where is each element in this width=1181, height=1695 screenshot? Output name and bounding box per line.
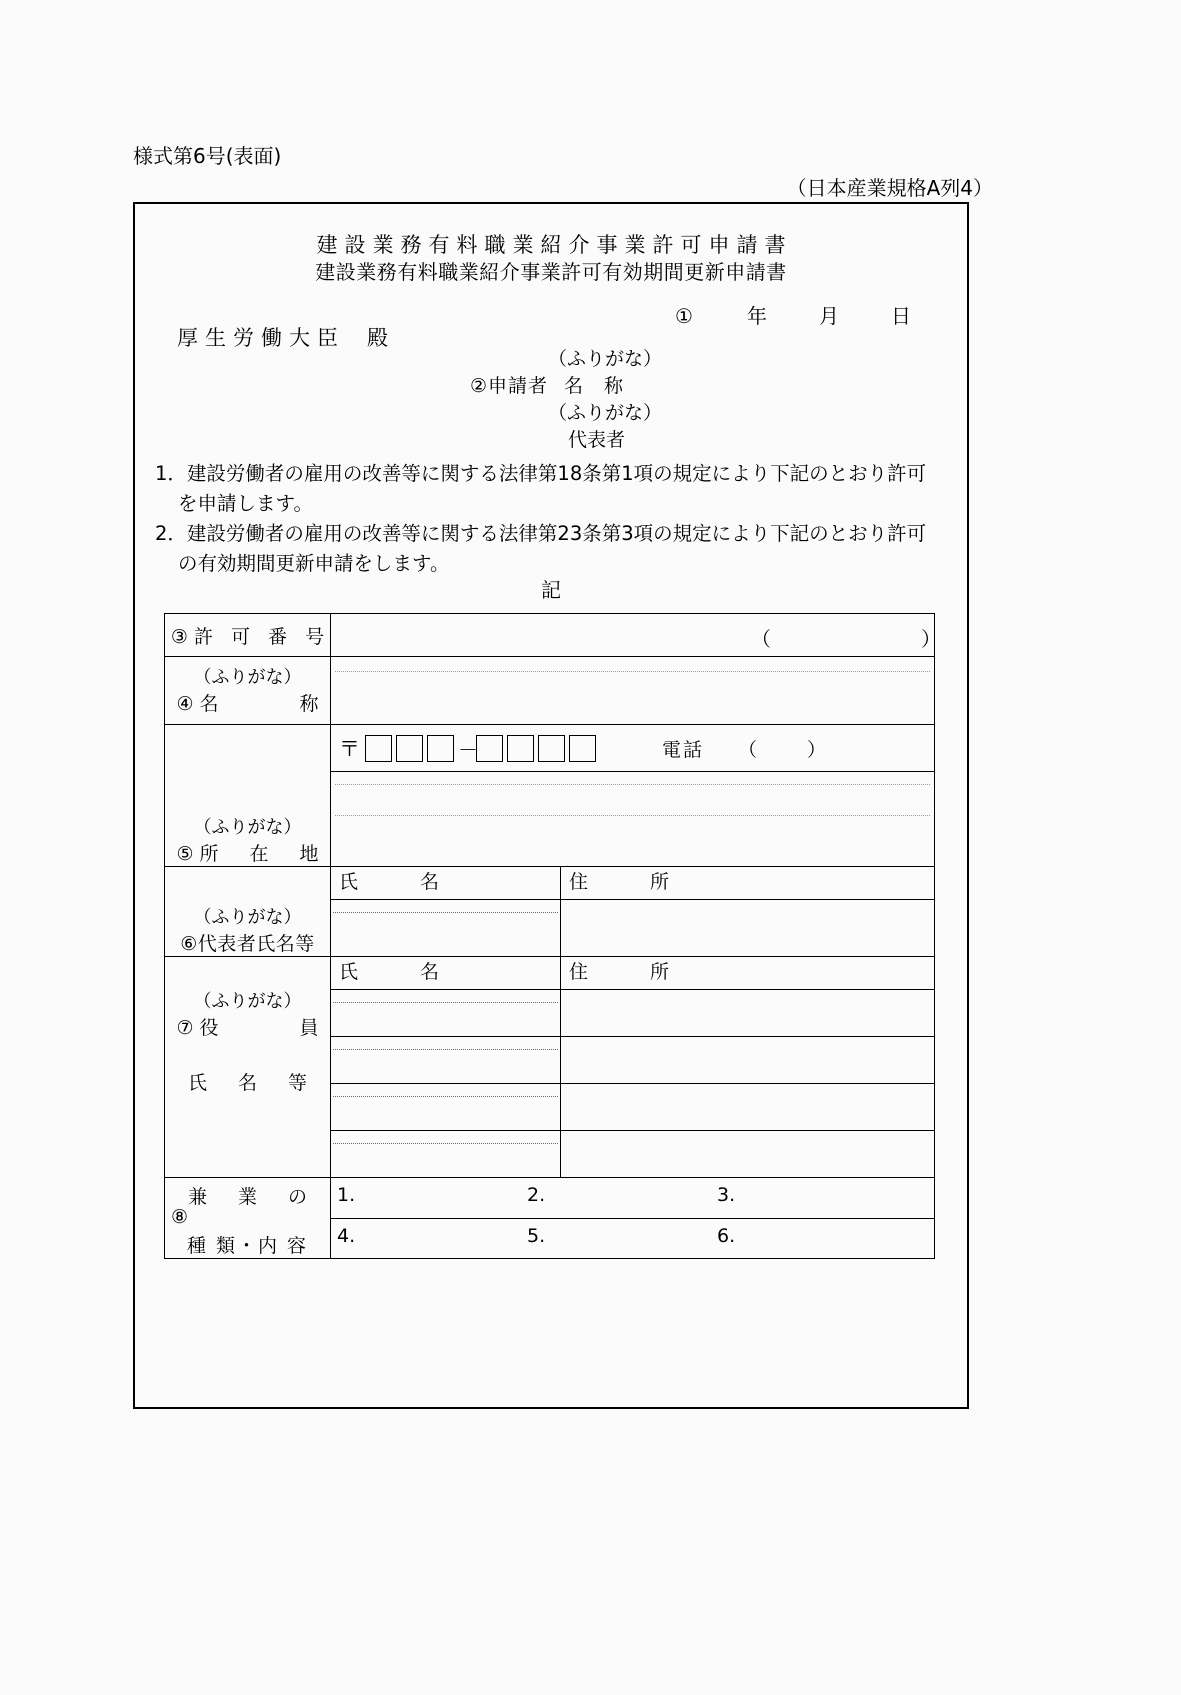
representative-col-name-header: 氏 名 <box>331 867 561 900</box>
date-marker: ① <box>675 304 693 328</box>
officers-col-address-header: 住 所 <box>561 957 935 990</box>
telephone-paren-close: ） <box>807 738 827 761</box>
side-business-marker: ⑧ <box>171 1206 189 1228</box>
address-label-cell <box>165 725 331 867</box>
postal-box-4[interactable] <box>476 735 503 762</box>
officer-name-cell[interactable] <box>331 1084 561 1131</box>
applicant-name-row <box>460 373 880 400</box>
paragraph-2-line-2: の有効期間更新申請をします。 <box>178 552 450 575</box>
postal-box-3[interactable] <box>427 735 454 762</box>
side-business-item-3: 3. <box>717 1184 736 1206</box>
form-number-label: 様式第6号(表面) <box>133 144 282 168</box>
paragraph-1-number: 1． <box>155 462 187 485</box>
postal-box-2[interactable] <box>396 735 423 762</box>
form-title-line-2: 建設業務有料職業紹介事業許可有効期間更新申請書 <box>315 260 787 284</box>
telephone-label: 電話 <box>662 738 705 761</box>
date-day-label: 日 <box>890 304 911 328</box>
applicant-representative-label: 代表者 <box>568 429 626 451</box>
table-row-side-business-1 <box>165 1178 935 1219</box>
table-row-officers-header <box>165 957 935 990</box>
date-month-label: 月 <box>818 304 839 328</box>
officers-label-line-1: ⑦役 員 <box>176 1017 325 1039</box>
table-row-name <box>165 657 935 725</box>
postal-box-5[interactable] <box>507 735 534 762</box>
paragraph-2 <box>155 519 955 579</box>
side-business-item-1: 1. <box>337 1184 356 1206</box>
side-business-item-2: 2. <box>527 1184 546 1206</box>
officer-address-cell[interactable] <box>561 1131 935 1178</box>
applicant-furigana-1: （ふりがな） <box>548 348 663 370</box>
side-business-label-cell <box>165 1178 331 1259</box>
side-business-item-6: 6. <box>717 1224 736 1247</box>
paragraph-2-line-1 <box>155 519 955 549</box>
date-year-label: 年 <box>746 304 767 328</box>
representative-address-cell[interactable] <box>561 900 935 957</box>
paragraph-1-line-1 <box>155 459 955 489</box>
telephone-paren-open: （ <box>738 738 758 761</box>
side-business-label-line-2: 種 類・内 容 <box>186 1235 309 1257</box>
form-title-line-1: 建設業務有料職業紹介事業許可申請書 <box>316 233 793 257</box>
applicant-block <box>460 346 880 454</box>
officers-col-name-header: 氏 名 <box>331 957 561 990</box>
name-value-cell[interactable] <box>331 657 935 725</box>
postal-code-row[interactable] <box>331 725 934 771</box>
table-row-representative-header <box>165 867 935 900</box>
paragraph-2-number: 2． <box>155 522 187 545</box>
paper-size-label: （日本産業規格A列4） <box>786 176 993 200</box>
postal-box-6[interactable] <box>538 735 565 762</box>
representative-furigana-label: （ふりがな） <box>193 907 302 928</box>
name-furigana-label: （ふりがな） <box>193 667 302 688</box>
application-details-table <box>164 613 941 1259</box>
officers-furigana-label: （ふりがな） <box>193 991 302 1012</box>
postal-box-7[interactable] <box>569 735 596 762</box>
postal-box-1[interactable] <box>365 735 392 762</box>
permit-number-paren-open: （ <box>751 627 771 651</box>
postal-dash: － <box>458 737 478 762</box>
officers-label-cell <box>165 957 331 1178</box>
address-value-cell[interactable] <box>331 725 935 867</box>
form-outer-border <box>133 202 969 1409</box>
representative-col-address-header: 住 所 <box>561 867 935 900</box>
paragraph-2-text: 建設労働者の雇用の改善等に関する法律第23条第3項の規定により下記のとおり許可 <box>186 522 927 545</box>
officer-address-cell[interactable] <box>561 1037 935 1084</box>
side-business-items-row-1[interactable] <box>331 1178 935 1219</box>
permit-number-label-cell <box>165 614 331 657</box>
address-label: ⑤所 在 地 <box>176 843 325 865</box>
permit-number-value-cell[interactable] <box>331 614 941 657</box>
side-business-item-4: 4. <box>337 1224 356 1247</box>
applicant-furigana-2: （ふりがな） <box>548 402 663 424</box>
paragraph-1-text: 建設労働者の雇用の改善等に関する法律第18条第1項の規定により下記のとおり許可 <box>186 462 927 485</box>
officer-name-cell[interactable] <box>331 990 561 1037</box>
name-label: ④名 称 <box>176 693 325 715</box>
address-furigana-label: （ふりがな） <box>193 817 302 838</box>
permit-number-label: ③許 可 番 号 <box>170 625 331 648</box>
side-business-label-line-1: 兼 業 の <box>187 1186 313 1208</box>
addressee-line <box>177 322 395 352</box>
table-row-address <box>165 725 935 867</box>
table-row-permit-number <box>165 614 935 657</box>
minister-label: 厚生労働大臣 <box>177 326 345 350</box>
name-label-cell <box>165 657 331 725</box>
officer-address-cell[interactable] <box>561 990 935 1037</box>
honorific-label: 殿 <box>367 326 395 350</box>
applicant-name-label: ②申請者 <box>470 375 549 397</box>
date-line <box>675 300 911 329</box>
officers-label-line-2: 氏 名 等 <box>187 1072 313 1094</box>
officer-name-cell[interactable] <box>331 1131 561 1178</box>
ki-mark: 記 <box>541 578 561 602</box>
officer-name-cell[interactable] <box>331 1037 561 1084</box>
side-business-item-5: 5. <box>527 1224 546 1247</box>
paragraph-1-line-2: を申請します。 <box>178 492 313 515</box>
paragraph-1 <box>155 459 955 519</box>
representative-name-cell[interactable] <box>331 900 561 957</box>
representative-label-cell <box>165 867 331 957</box>
applicant-name-word: 名 称 <box>564 375 625 397</box>
permit-number-paren-close: ） <box>921 627 941 651</box>
postal-mark-icon: 〒 <box>339 737 360 761</box>
representative-label: ⑥代表者氏名等 <box>180 933 315 955</box>
telephone-field[interactable] <box>738 735 826 762</box>
side-business-items-row-2[interactable] <box>331 1218 935 1259</box>
officer-address-cell[interactable] <box>561 1084 935 1131</box>
